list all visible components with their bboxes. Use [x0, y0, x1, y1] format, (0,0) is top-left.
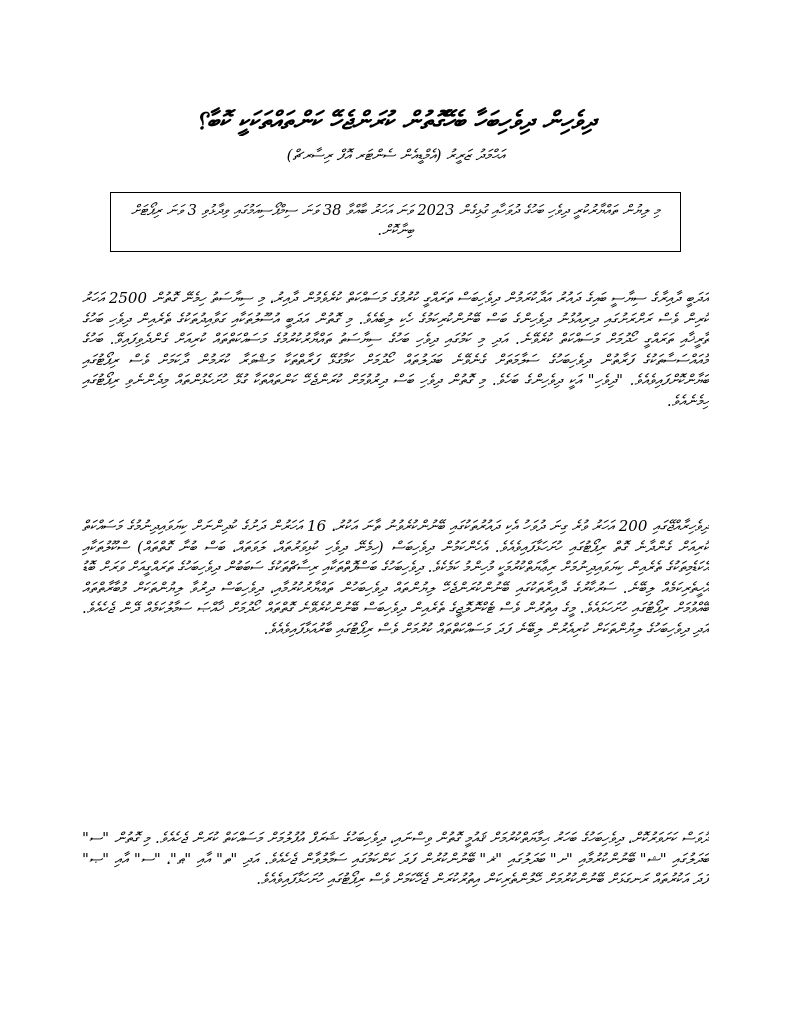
body-paragraph-2: ދިވެހިރާއްޖޭގައި 200 އަހަރު ވުރެ ގިނަ ދުވަހު އެކި ދައުރުތަކުގައި ބޭނުންކުރެވުނު ތާނަ އަކުރު، 16 އަހަރުން ދަށުގެ ކުދިންނަށް ކިޔަވައިދިނުމުގެ މަސައްކަތް ކުރިއަށް ގެންދާނެ ގޮތް ރިޕޯޓުގައި ހުށަހަޅާފައިވެއެވެ. އެހެންކަމުން ދިވެހިބަސް (ހިމެނޭ ދިވެހި ކުޅިވަރުތައް، ލަވަތައް، ބަސް ބުނާ ގޮތްތައް) ސްކޫލުތަކާއި އެކަޑެމިތަކުގެ ތެރެއިން ކިޔަވައިދިނުމަށް ރިޢާޔަތްކުރުމަކީ މުހިންމު ކަމެކެވެ. ދިވެހިބަހުގެ ބަސްފޮތްތަކާއި ރިސާޗްތަކުގެ ސަބަބުން ދިވެހިބަހުގެ ތަރައްގީއަށް ވަރަށް ބޮޑު އެހީތެރިކަމެއް ލިބޭނެ. ސަރުކާރުގެ ދާއިރާތަކުގައި ބޭނުންކުރަންޖެހޭ ލިޔުންތައް ދިވެހިބަހުން ތައްޔާރުކުރުމާއި، ދިވެހިބަސް ދިރުވާ ލިޔުންތަކަށް މުބާރާތްތައް ބޭއްވުމަށް ރިޕޯޓުގައި ހުށަހަޅައެވެ. މީގެ އިތުރުން ވެސް ޓެކްނޮލޮޖީގެ ތެރެއިން ދިވެހިބަސް ބޭނުންކުރެވޭނެ ގޮތްތައް ހޯދުމަށް ޚާއްޞަ ސަމާލުކަމެއް ދޭން ޖެހެއެވެ. އަދި ދިވެހިބަހުގެ ލިޔުންތަކަށް ކުރިއެރުން ލިބޭނެ ފަދަ މަސައްކަތްތައް ކުރުމަށް ވެސް ރިޕޯޓުގައި ބާރުއަޅާފައިވެއެވެ. — [82, 517, 709, 638]
author-line: އަޙްމަދު ޒަރީރު (އެމްޑީއެން ސެންޓަރ އޮފް ރިސާރޗް) — [286, 146, 505, 164]
notice-box: މި ލިޔުން ތައްޔާރުކުރީ ދިވެހި ބަހުގެ ދުވަހާއި ގުޅިގެން 2023 ވަނަ އަހަރު ބާއްވާ 38 ވަނަ ސިމްޕޯސިއަމުގައި ވިދާޅުވި 3 ވަނަ ރިޕޯޓަށް ބިނާކޮށް. — [110, 192, 681, 252]
page-title: ދިވެހިން ދިވެހިބަހާ ބެހޭގޮތުން ކުރަންޖެހޭ ކަންތައްތަކަކީ ކޮބާ؟ — [195, 106, 596, 135]
body-paragraph-1: އަދަބީ ދާއިރާގެ ސިޔާސީ ބައިގެ ދައުރު އަދާކުރަމުން ދިވެހިބަސް ތަރައްގީ ކުރުމުގެ މަސައްކަތް ކުރެވެމުން ދާއިރު، މި ސިޔާސަތު ހިމެނޭ ގޮތުން 2500 އަހަރު ކުރިން ވެސް ރަށްރަށުގައި ދިރިއުޅުނު ދިވެހިންގެ ބަސް ބޭނުންކުރިކަމުގެ ހެކި ލިބެއެވެ. މި ގޮތުން އަދަބީ އުސޫލުތަކާއި ގަވާއިދުތަކުގެ ތެރެއިން ދިވެހި ބަހުގެ ތާރީޚާއި ތަރައްގީ ހޯދުމަށް މަސައްކަތް ކުރެވޭނެ. އަދި މި ކަމުގައި ދިވެހި ބަހުގެ ސިޔާސަތު ތައްޔާރުކުރުމުގެ މަސައްކަތްތައް ކުރިއަށް ގެންދެވިފައިވޭ. ބަހުގެ މުއައްސަސާތަކުގެ ފަރާތުން ދިވެހިބަހުގެ ސަލާމަތަށް ގެނެވޭނެ ބަދަލުތައް ހޯދުމަށް ކަމާގުޅޭ ފަރާތްތަކާ މަޝްވަރާ ކުރަމުން ދާކަމަށް ވެސް ރިޕޯޓުގައި ބަޔާންކޮށްފައިވެއެވެ. "ދިވެހި" އަކީ ދިވެހިންގެ ބަހެވެ. މި ގޮތުން ދިވެހި ބަސް ދިރުވުމަށް ކުރަންޖެހޭ ކަންތައްތަކާ ގުޅޭ ހުށަހެޅުންތައް މިދެންނެވި ރިޕޯޓުގައި ހިމެނެއެވެ. — [82, 289, 709, 410]
body-paragraph-3: ދުވަސް ކަށަވަރުކޮށް، ދިވެހިބަހުގެ ބަހަރު ޙިމާޔަތްކުރުމަށް ޤައުމީ ގޮތުން ވިސްނައި، ދިވެހިބަހުގެ ޝަރަފް އުފުލުމަށް މަސައްކަތް ކުރަން ޖެހެއެވެ. މި ގޮތުން "ސ" ބަދަލުގައި "ޝ" ބޭނުންކުރުމާއި "ށ" ބަދަލުގައި "ޜ" ބޭނުންކުރުން ފަދަ ކަންކަމުގައި ސަމާލުވާން ޖެހެއެވެ. އަދި "ތ" އާއި "ޠ"، "ސ" އާއި "ޞ" ފަދަ އަކުރުތައް ރަނގަޅަށް ބޭނުންކުރުމަށް ހޭލުންތެރިކަން އިތުރުކުރަން ޖެހޭކަމަށް ވެސް ރިޕޯޓުގައި ހުށަހަޅާފައިވެއެވެ. — [82, 829, 709, 888]
